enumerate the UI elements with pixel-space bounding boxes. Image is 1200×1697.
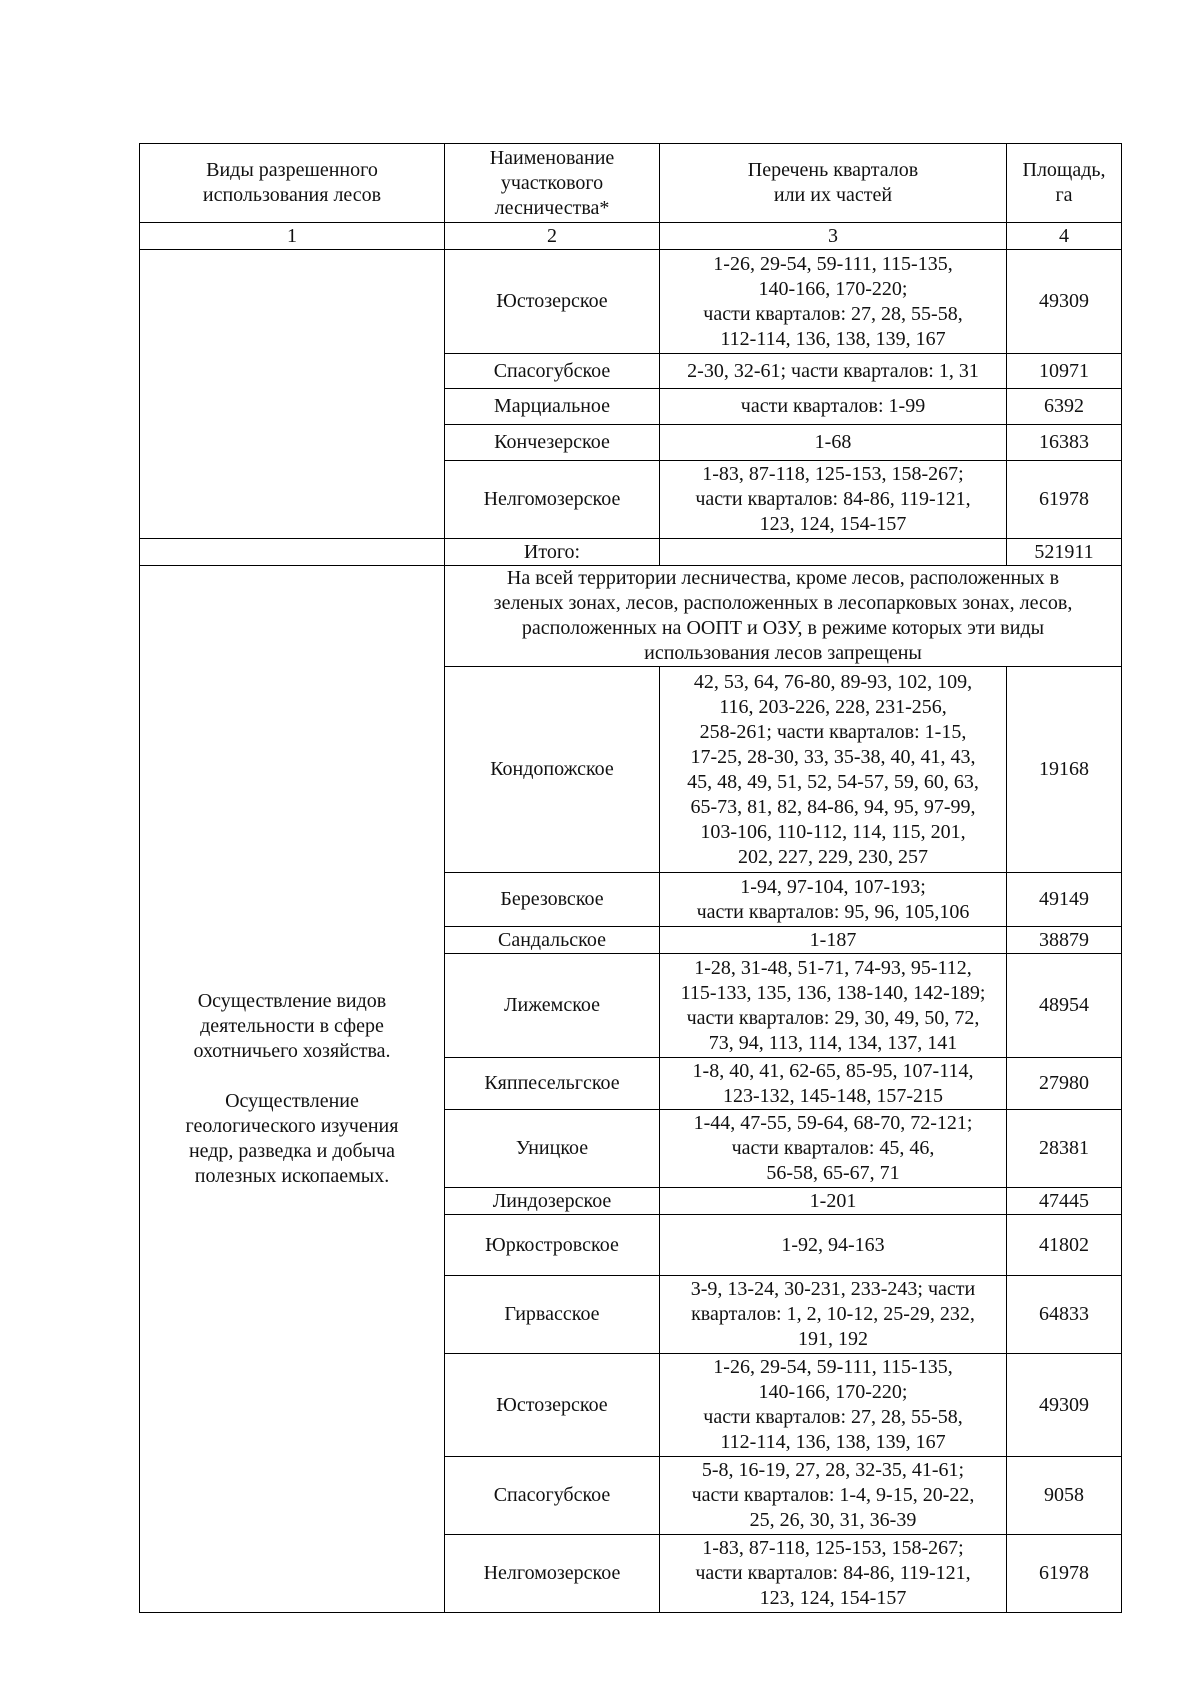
- area-value: 47445: [1007, 1188, 1122, 1215]
- header-quarters: Перечень кварталов или их частей: [660, 144, 1007, 223]
- column-number: 4: [1007, 223, 1122, 250]
- table-row: [140, 250, 1122, 354]
- area-value: 9058: [1007, 1457, 1122, 1535]
- quarters-list: 1-26, 29-54, 59-111, 115-135, 140-166, 170-220; части кварталов: 27, 28, 55-58, 112-114, 136, 138, 139, 167: [660, 1354, 1007, 1457]
- total-empty-cell: [660, 539, 1007, 566]
- quarters-list: 1-28, 31-48, 51-71, 74-93, 95-112, 115-133, 135, 136, 138-140, 142-189; части кварталов: 29, 30, 49, 50, 72, 73, 94, 113, 114, 134, 137, 141: [660, 954, 1007, 1058]
- area-value: 27980: [1007, 1058, 1122, 1110]
- column-number: 2: [445, 223, 660, 250]
- area-value: 41802: [1007, 1215, 1122, 1276]
- column-number: 3: [660, 223, 1007, 250]
- quarters-list: 1-94, 97-104, 107-193; части кварталов: 95, 96, 105,106: [660, 873, 1007, 927]
- area-value: 48954: [1007, 954, 1122, 1058]
- area-value: 64833: [1007, 1276, 1122, 1354]
- uses-description: Осуществление видов деятельности в сфере охотничьего хозяйства. Осуществление геологического изучения недр, разведка и добыча полезных ископаемых.: [140, 566, 445, 1613]
- area-value: 28381: [1007, 1110, 1122, 1188]
- quarters-list: части кварталов: 1-99: [660, 389, 1007, 425]
- area-value: 61978: [1007, 461, 1122, 539]
- quarters-list: 42, 53, 64, 76-80, 89-93, 102, 109, 116, 203-226, 228, 231-256, 258-261; части кварталов: 1-15, 17-25, 28-30, 33, 35-38, 40, 41, 43, 45, 48, 49, 51, 52, 54-57, 59, 60, 63, 65-73, 81, 82, 84-86, 94, 95, 97-99, 103-106, 110-112, 114, 115, 201, 202, 227, 229, 230, 257: [660, 667, 1007, 873]
- forestry-name: Кяппесельгское: [445, 1058, 660, 1110]
- area-value: 49309: [1007, 250, 1122, 354]
- area-value: 6392: [1007, 389, 1122, 425]
- header-area: Площадь, га: [1007, 144, 1122, 223]
- table-row: [140, 566, 1122, 667]
- territory-note: На всей территории лесничества, кроме лесов, расположенных в зеленых зонах, лесов, расположенных в лесопарковых зонах, лесов, расположенных на ООПТ и ОЗУ, в режиме которых эти виды использования лесов запрещены: [445, 566, 1122, 667]
- uses-cell-empty: [140, 250, 445, 539]
- total-label: Итого:: [445, 539, 660, 566]
- quarters-list: 1-83, 87-118, 125-153, 158-267; части кварталов: 84-86, 119-121, 123, 124, 154-157: [660, 461, 1007, 539]
- forestry-name: Спасогубское: [445, 354, 660, 389]
- quarters-list: 1-68: [660, 425, 1007, 461]
- forestry-name: Нелгомозерское: [445, 461, 660, 539]
- total-area: 521911: [1007, 539, 1122, 566]
- area-value: 49149: [1007, 873, 1122, 927]
- area-value: 38879: [1007, 927, 1122, 954]
- quarters-list: 1-44, 47-55, 59-64, 68-70, 72-121; части кварталов: 45, 46, 56-58, 65-67, 71: [660, 1110, 1007, 1188]
- table-header-row: [140, 144, 1122, 223]
- quarters-list: 1-187: [660, 927, 1007, 954]
- column-number: 1: [140, 223, 445, 250]
- header-forestry: Наименование участкового лесничества*: [445, 144, 660, 223]
- area-value: 10971: [1007, 354, 1122, 389]
- forestry-name: Лижемское: [445, 954, 660, 1058]
- quarters-list: 1-201: [660, 1188, 1007, 1215]
- forestry-name: Марциальное: [445, 389, 660, 425]
- forestry-name: Березовское: [445, 873, 660, 927]
- header-uses: Виды разрешенного использования лесов: [140, 144, 445, 223]
- column-number-row: [140, 223, 1122, 250]
- area-value: 49309: [1007, 1354, 1122, 1457]
- quarters-list: 2-30, 32-61; части кварталов: 1, 31: [660, 354, 1007, 389]
- forestry-name: Гирвасское: [445, 1276, 660, 1354]
- forestry-name: Юстозерское: [445, 1354, 660, 1457]
- area-value: 16383: [1007, 425, 1122, 461]
- quarters-list: 1-92, 94-163: [660, 1215, 1007, 1276]
- area-value: 19168: [1007, 667, 1122, 873]
- forestry-name: Линдозерское: [445, 1188, 660, 1215]
- quarters-list: 1-26, 29-54, 59-111, 115-135, 140-166, 170-220; части кварталов: 27, 28, 55-58, 112-114, 136, 138, 139, 167: [660, 250, 1007, 354]
- forest-use-table: [139, 143, 1122, 1613]
- forestry-name: Спасогубское: [445, 1457, 660, 1535]
- quarters-list: 3-9, 13-24, 30-231, 233-243; части кварталов: 1, 2, 10-12, 25-29, 232, 191, 192: [660, 1276, 1007, 1354]
- quarters-list: 5-8, 16-19, 27, 28, 32-35, 41-61; части кварталов: 1-4, 9-15, 20-22, 25, 26, 30, 31, 36-39: [660, 1457, 1007, 1535]
- forestry-name: Нелгомозерское: [445, 1535, 660, 1613]
- forestry-name: Юркостровское: [445, 1215, 660, 1276]
- forestry-name: Сандальское: [445, 927, 660, 954]
- total-empty-cell: [140, 539, 445, 566]
- area-value: 61978: [1007, 1535, 1122, 1613]
- forestry-name: Уницкое: [445, 1110, 660, 1188]
- total-row: [140, 539, 1122, 566]
- quarters-list: 1-8, 40, 41, 62-65, 85-95, 107-114, 123-132, 145-148, 157-215: [660, 1058, 1007, 1110]
- quarters-list: 1-83, 87-118, 125-153, 158-267; части кварталов: 84-86, 119-121, 123, 124, 154-157: [660, 1535, 1007, 1613]
- forestry-name: Кончезерское: [445, 425, 660, 461]
- forestry-name: Юстозерское: [445, 250, 660, 354]
- forestry-name: Кондопожское: [445, 667, 660, 873]
